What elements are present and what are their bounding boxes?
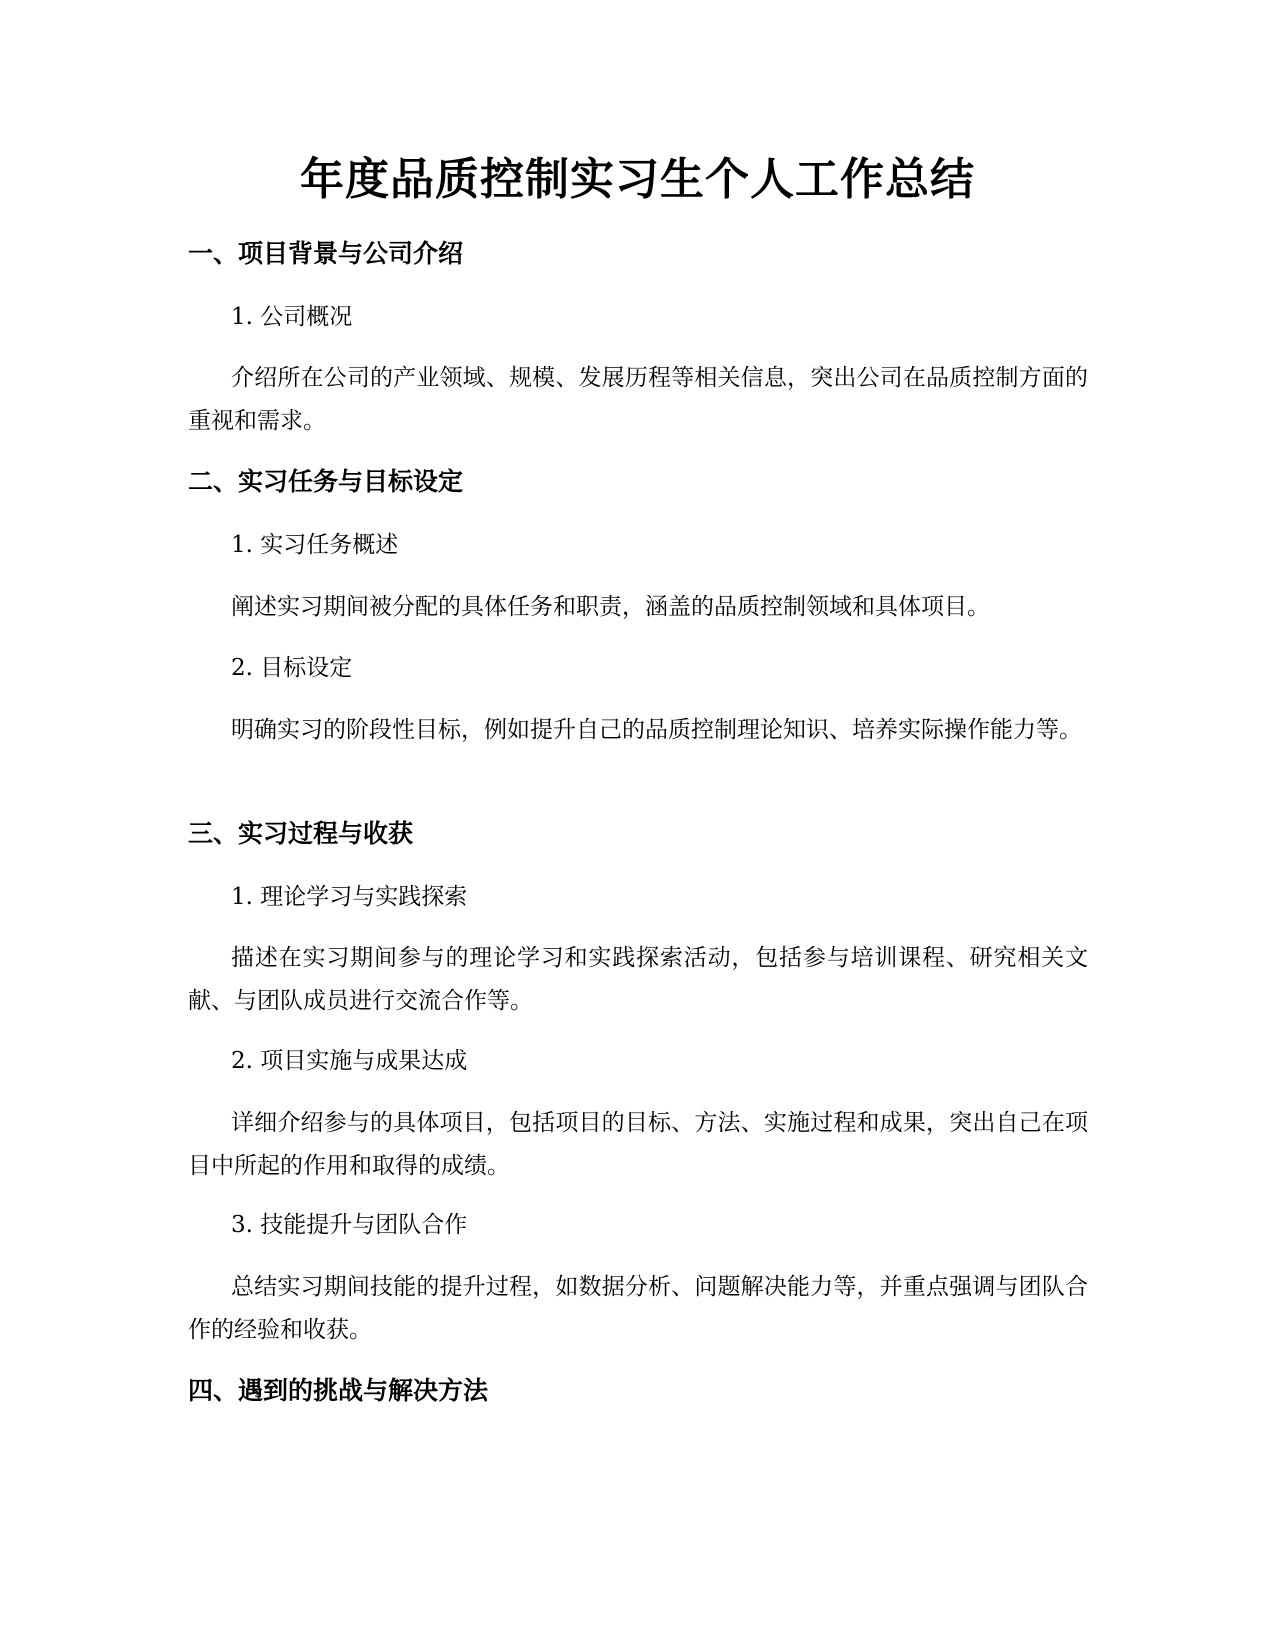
paragraph: 详细介绍参与的具体项目，包括项目的目标、方法、实施过程和成果，突出自己在项目中所起的作用和取得的成绩。 [188,1110,1088,1179]
paragraph: 明确实习的阶段性目标，例如提升自己的品质控制理论知识、培养实际操作能力等。 [231,717,1082,743]
subsection-heading: 1. 实习任务概述 [231,532,399,558]
section-heading: 三、实习过程与收获 [188,819,414,848]
subsection-heading: 3. 技能提升与团队合作 [231,1212,468,1238]
document-title: 年度品质控制实习生个人工作总结 [300,154,975,205]
paragraph: 总结实习期间技能的提升过程，如数据分析、问题解决能力等，并重点强调与团队合作的经验和收获。 [188,1274,1088,1343]
section-heading: 二、实习任务与目标设定 [188,467,464,496]
section-heading: 四、遇到的挑战与解决方法 [188,1376,489,1405]
paragraph: 介绍所在公司的产业领域、规模、发展历程等相关信息，突出公司在品质控制方面的重视和需求。 [188,365,1088,434]
section-heading: 一、项目背景与公司介绍 [188,239,464,268]
paragraph: 阐述实习期间被分配的具体任务和职责，涵盖的品质控制领域和具体项目。 [231,594,990,620]
subsection-heading: 2. 目标设定 [231,655,353,681]
subsection-heading: 2. 项目实施与成果达成 [231,1048,468,1074]
subsection-heading: 1. 理论学习与实践探索 [231,884,468,910]
paragraph: 描述在实习期间参与的理论学习和实践探索活动，包括参与培训课程、研究相关文献、与团队成员进行交流合作等。 [188,945,1088,1014]
subsection-heading: 1. 公司概况 [231,304,353,330]
